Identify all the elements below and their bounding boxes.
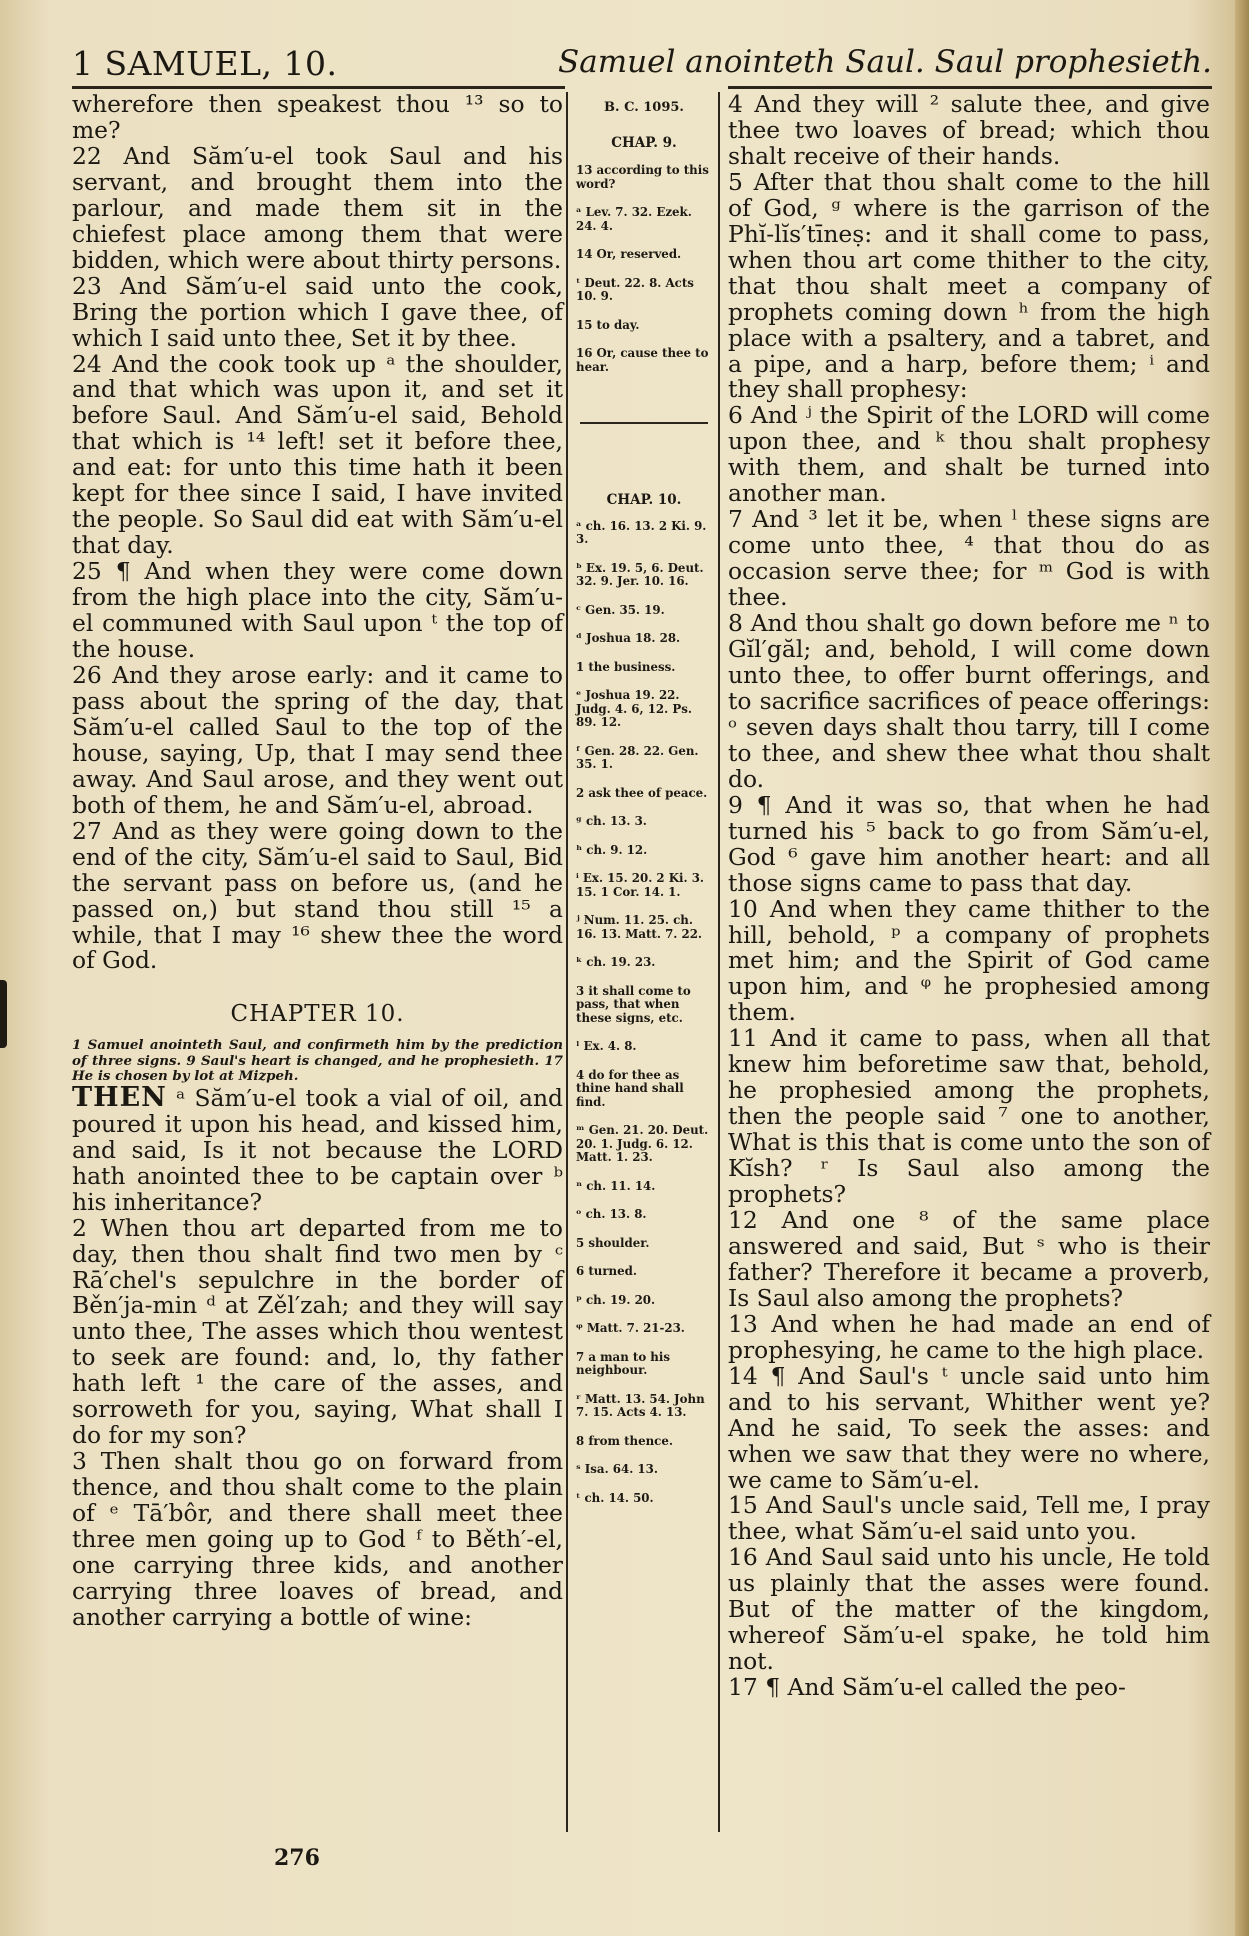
first-verse-text: ᵃ Săm′u-el took a vial of oil, and poured it upon his head, and kissed him, and said, Is it not because the LORD hath anointed thee to be captain over ᵇ his inheritance? — [72, 1083, 563, 1216]
verse: 9 ¶ And it was so, that when he had turned his ⁵ back to go from Săm′u-el, God ⁶ gave him another heart: and all those signs came to pass that day. — [728, 790, 1210, 897]
verse: 4 And they will ² salute thee, and give thee two loaves of bread; which thou shalt receive of their hands. — [728, 90, 1210, 170]
reference-note: ᵗ ch. 14. 50. — [576, 1490, 654, 1505]
reference-note: ᵏ ch. 19. 23. — [576, 955, 656, 969]
verse: 12 And one ⁸ of the same place answered and said, But ˢ who is their father? Therefore it became a proverb, Is Saul also among the prophets? — [728, 1205, 1210, 1312]
column-divider-left — [566, 92, 568, 1832]
reference-column — [572, 92, 716, 1505]
reference-note: 2 ask thee of peace. — [576, 785, 708, 800]
reference-note: ᵃ ch. 16. 13. 2 Ki. 9. 3. — [576, 518, 707, 546]
verse: 15 And Saul's uncle said, Tell me, I pray thee, what Săm′u-el said unto you. — [728, 1491, 1210, 1546]
verse: 25 ¶ And when they were come down from the high place into the city, Săm′u-el communed with Saul upon ᵗ the top of the house. — [72, 557, 563, 664]
page-edge-mark — [0, 980, 7, 1048]
reference-note: ᶠ Gen. 28. 22. Gen. 35. 1. — [576, 743, 699, 771]
reference-note: ᵇ Ex. 19. 5, 6. Deut. 32. 9. Jer. 10. 16. — [576, 560, 704, 588]
reference-note: ᵒ ch. 13. 8. — [576, 1207, 647, 1221]
reference-note: ᶜ Gen. 35. 19. — [576, 602, 665, 617]
chapter-summary: 1 Samuel anointeth Saul, and confirmeth him by the prediction of three signs. 9 Saul's heart is changed, and he prophesieth. 17 He is chosen by lot at Mizpeh. — [72, 1037, 563, 1085]
verse: 7 And ³ let it be, when ˡ these signs are come unto thee, ⁴ that thou do as occasion serve thee; for ᵐ God is with thee. — [728, 505, 1210, 612]
reference-note: ᵐ Gen. 21. 20. Deut. 20. 1. Judg. 6. 12. Matt. 1. 23. — [576, 1123, 709, 1164]
reference-note: ˢ Isa. 64. 13. — [576, 1462, 658, 1476]
reference-note: ʰ ch. 9. 12. — [576, 842, 648, 857]
reference-note: ʲ Num. 11. 25. ch. 16. 13. Matt. 7. 22. — [576, 913, 703, 941]
verse: 8 And thou shalt go down before me ⁿ to Gĭl′găl; and, behold, I will come down unto thee, to offer burnt offerings, and to sacrifice sacrifices of peace offerings: ᵒ seven days shalt thou tarry, till I come to thee, and shew thee what thou shalt do. — [728, 609, 1210, 793]
verse: 22 And Săm′u-el took Saul and his servant, and brought them into the parlour, and made them sit in the chiefest place among them that were bidden, which were about thirty persons. — [72, 141, 563, 274]
verse: 2 When thou art departed from me to day, then thou shalt find two men by ᶜ Rā′chel's sepulchre in the border of Běn′ja-min ᵈ at Zěl′zah; and they will say unto thee, The asses which thou wentest to seek are found: and, lo, thy father hath left ¹ the care of the asses, and sorroweth for you, saying, What shall I do for my son? — [72, 1213, 563, 1450]
verse: 26 And they arose early: and it came to pass about the spring of the day, that Săm′u-el called Saul to the top of the house, saying, Up, that I may send thee away. And Saul arose, and they went out both of them, he and Săm′u-el, abroad. — [72, 660, 563, 819]
verse: 13 And when he had made an end of prophesying, he came to the high place. — [728, 1309, 1210, 1364]
reference-note: 6 turned. — [576, 1264, 637, 1278]
chapter-heading: CHAPTER 10. — [230, 1001, 405, 1028]
verse: 3 Then shalt thou go on forward from thence, and thou shalt come to the plain of ᵉ Tā′bôr, and there shall meet thee three men going up to God ᶠ to Běth′-el, one carrying three kids, and another carrying three loaves of bread, and another carrying a bottle of wine: — [72, 1447, 563, 1631]
reference-note: 3 it shall come to pass, that when these signs, etc. — [576, 983, 691, 1025]
reference-note: ᵗ Deut. 22. 8. Acts 10. 9. — [576, 275, 694, 303]
reference-note: ʳ Matt. 13. 54. John 7. 15. Acts 4. 13. — [576, 1391, 705, 1419]
header-rule-right — [728, 86, 1212, 89]
chap10-label: CHAP. 10. — [606, 492, 682, 508]
running-header — [72, 36, 1212, 88]
reference-note: ᵉ Joshua 19. 22. Judg. 4. 6, 12. Ps. 89. 12. — [576, 688, 692, 729]
column-divider-right — [718, 92, 720, 1832]
reference-note: ᵍ ch. 13. 3. — [576, 814, 647, 828]
reference-note: ᵠ Matt. 7. 21-23. — [576, 1321, 685, 1335]
drop-cap: THEN — [72, 1081, 167, 1113]
reference-note: 1 the business. — [576, 659, 676, 674]
reference-note: 15 to day. — [576, 317, 640, 332]
reference-note: 5 shoulder. — [576, 1235, 650, 1250]
reference-note: 16 Or, cause thee to hear. — [576, 346, 709, 374]
verse: 11 And it came to pass, when all that knew him beforetime saw that, behold, he prophesied among the prophets, then the people said ⁷ one to another, What is this that is come unto the son of Kĭsh? ʳ Is Saul also among the prophets? — [728, 1024, 1210, 1209]
verse: 16 And Saul said unto his uncle, He told us plainly that the asses were found. But of the matter of the kingdom, whereof Săm′u-el spake, he told him not. — [728, 1543, 1210, 1676]
left-column — [72, 92, 563, 1631]
page-edge — [1235, 0, 1249, 1936]
reference-note: ⁱ Ex. 15. 20. 2 Ki. 3. 15. 1 Cor. 14. 1. — [576, 871, 705, 899]
verse-first — [72, 1081, 563, 1216]
page-number: 276 — [274, 1845, 320, 1871]
reference-note: ˡ Ex. 4. 8. — [576, 1039, 637, 1053]
verse: 6 And ʲ the Spirit of the LORD will come upon thee, and ᵏ thou shalt prophesy with them, and shalt be turned into another man. — [728, 401, 1210, 508]
section-title: Samuel anointeth Saul. Saul prophesieth. — [558, 44, 1212, 80]
verse: 23 And Săm′u-el said unto the cook, Bring the portion which I gave thee, of which I said unto thee, Set it by thee. — [72, 271, 563, 352]
reference-note: ᵖ ch. 19. 20. — [576, 1292, 656, 1307]
book-chapter-title: 1 SAMUEL, 10. — [72, 44, 338, 83]
right-column — [728, 92, 1210, 1701]
reference-note: 4 do for thee as thine hand shall find. — [576, 1067, 684, 1109]
verse: 24 And the cook took up ᵃ the shoulder, and that which was upon it, and set it before Saul. And Săm′u-el said, Behold that which is ¹⁴ left! set it before thee, and eat: for unto this time hath it been kept for thee since I said, I have invited the people. So Saul did eat with Săm′u-el that day. — [72, 349, 563, 560]
verse: 27 And as they were going down to the end of the city, Săm′u-el said to Saul, Bid the servant pass on before us, (and he passed on,) but stand thou still ¹⁵ a while, that I may ¹⁶ shew thee the word of God. — [72, 816, 563, 975]
reference-note: 13 according to this word? — [576, 163, 709, 191]
reference-note: ᵈ Joshua 18. 28. — [576, 631, 681, 645]
verse: 14 ¶ And Saul's ᵗ uncle said unto him and to his servant, Whither went ye? And he said, To seek the asses: and when we saw that they were no where, we came to Săm′u-el. — [728, 1361, 1210, 1494]
reference-note: 7 a man to his neighbour. — [576, 1349, 671, 1377]
reference-note: ⁿ ch. 11. 14. — [576, 1178, 656, 1193]
date-label: B. C. 1095. — [604, 100, 684, 115]
reference-note: 14 Or, reserved. — [576, 247, 682, 261]
reference-separator — [580, 422, 708, 424]
header-rule-left — [72, 86, 565, 89]
verse: wherefore then speakest thou ¹³ so to me? — [72, 90, 563, 144]
verse: 10 And when they came thither to the hill, behold, ᵖ a company of prophets met him; and the Spirit of God came upon him, and ᵠ he prophesied among them. — [728, 894, 1210, 1027]
reference-note: 8 from thence. — [576, 1433, 673, 1448]
verse: 17 ¶ And Săm′u-el called the peo- — [728, 1673, 1126, 1702]
reference-note: ᵃ Lev. 7. 32. Ezek. 24. 4. — [576, 205, 692, 233]
chap9-label: CHAP. 9. — [611, 134, 677, 151]
verse: 5 After that thou shalt come to the hill of God, ᵍ where is the garrison of the Phĭ-lĭs′tīneṣ: and it shall come to pass, when thou art come thither to the city, that thou shalt meet a company of prophets coming down ʰ from the high place with a psaltery, and a tabret, and a pipe, and a harp, before them; ⁱ and they shall prophesy: — [728, 167, 1210, 404]
